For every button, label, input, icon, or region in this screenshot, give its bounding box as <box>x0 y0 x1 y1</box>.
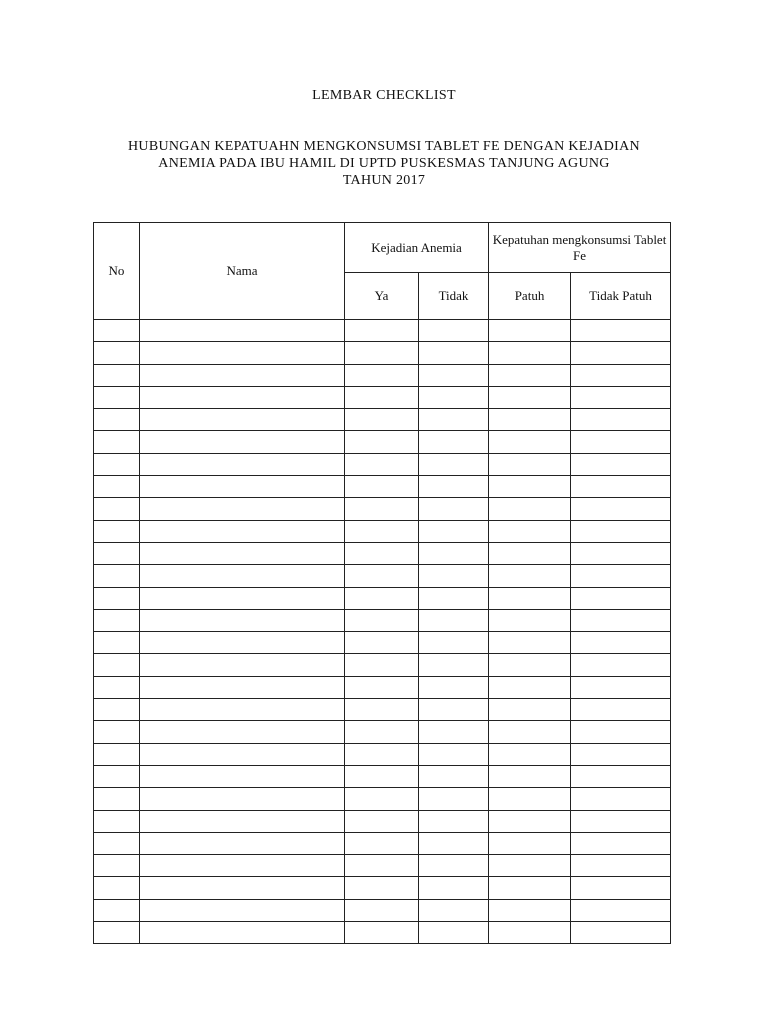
cell-no <box>94 899 140 921</box>
cell-no <box>94 320 140 342</box>
cell-no <box>94 788 140 810</box>
table-row <box>94 453 671 475</box>
table-row <box>94 632 671 654</box>
cell-ya <box>345 654 419 676</box>
header-kejadian-anemia: Kejadian Anemia <box>345 223 489 273</box>
cell-patuh <box>489 453 571 475</box>
cell-tidak <box>419 699 489 721</box>
table-row <box>94 476 671 498</box>
cell-nama <box>140 899 345 921</box>
table-row <box>94 922 671 944</box>
cell-nama <box>140 922 345 944</box>
cell-tidak-patuh <box>571 877 671 899</box>
cell-tidak-patuh <box>571 364 671 386</box>
cell-nama <box>140 721 345 743</box>
cell-ya <box>345 810 419 832</box>
heading-line-1: HUBUNGAN KEPATUAHN MENGKONSUMSI TABLET FE DENGAN KEJADIAN <box>128 139 640 154</box>
cell-patuh <box>489 832 571 854</box>
cell-nama <box>140 431 345 453</box>
cell-tidak <box>419 453 489 475</box>
cell-nama <box>140 609 345 631</box>
cell-ya <box>345 476 419 498</box>
cell-no <box>94 632 140 654</box>
cell-tidak-patuh <box>571 922 671 944</box>
cell-tidak-patuh <box>571 699 671 721</box>
document-title: LEMBAR CHECKLIST <box>312 88 456 103</box>
cell-ya <box>345 431 419 453</box>
header-no: No <box>94 223 140 320</box>
table-row <box>94 699 671 721</box>
cell-tidak <box>419 431 489 453</box>
cell-nama <box>140 320 345 342</box>
cell-no <box>94 364 140 386</box>
cell-no <box>94 699 140 721</box>
cell-tidak-patuh <box>571 609 671 631</box>
table-body <box>94 320 671 944</box>
cell-tidak <box>419 364 489 386</box>
cell-tidak-patuh <box>571 409 671 431</box>
cell-no <box>94 832 140 854</box>
cell-nama <box>140 676 345 698</box>
cell-tidak-patuh <box>571 721 671 743</box>
cell-ya <box>345 899 419 921</box>
cell-tidak-patuh <box>571 565 671 587</box>
heading-line-3: TAHUN 2017 <box>342 173 426 188</box>
table-row <box>94 342 671 364</box>
cell-no <box>94 609 140 631</box>
table-row <box>94 565 671 587</box>
table-row <box>94 609 671 631</box>
cell-tidak <box>419 832 489 854</box>
cell-tidak <box>419 877 489 899</box>
header-tidak-patuh: Tidak Patuh <box>571 273 671 320</box>
cell-no <box>94 342 140 364</box>
cell-tidak-patuh <box>571 587 671 609</box>
cell-no <box>94 542 140 564</box>
heading-line-2: ANEMIA PADA IBU HAMIL DI UPTD PUSKESMAS TANJUNG AGUNG <box>158 156 610 171</box>
table-row <box>94 587 671 609</box>
cell-no <box>94 476 140 498</box>
cell-patuh <box>489 431 571 453</box>
cell-tidak <box>419 676 489 698</box>
table-row <box>94 810 671 832</box>
cell-tidak <box>419 587 489 609</box>
cell-tidak-patuh <box>571 654 671 676</box>
cell-no <box>94 453 140 475</box>
cell-tidak-patuh <box>571 431 671 453</box>
table-row <box>94 788 671 810</box>
table-row <box>94 409 671 431</box>
cell-nama <box>140 855 345 877</box>
cell-ya <box>345 409 419 431</box>
cell-tidak <box>419 788 489 810</box>
cell-tidak-patuh <box>571 743 671 765</box>
cell-tidak <box>419 654 489 676</box>
cell-no <box>94 676 140 698</box>
table-row <box>94 721 671 743</box>
cell-tidak <box>419 409 489 431</box>
cell-no <box>94 431 140 453</box>
cell-patuh <box>489 721 571 743</box>
cell-nama <box>140 832 345 854</box>
cell-no <box>94 409 140 431</box>
cell-tidak-patuh <box>571 386 671 408</box>
cell-tidak-patuh <box>571 476 671 498</box>
cell-patuh <box>489 565 571 587</box>
header-ya: Ya <box>345 273 419 320</box>
cell-no <box>94 877 140 899</box>
cell-no <box>94 587 140 609</box>
cell-patuh <box>489 922 571 944</box>
cell-patuh <box>489 542 571 564</box>
cell-patuh <box>489 476 571 498</box>
cell-no <box>94 765 140 787</box>
cell-patuh <box>489 855 571 877</box>
header-patuh: Patuh <box>489 273 571 320</box>
cell-patuh <box>489 765 571 787</box>
cell-nama <box>140 765 345 787</box>
table-row <box>94 676 671 698</box>
cell-no <box>94 721 140 743</box>
cell-patuh <box>489 364 571 386</box>
cell-patuh <box>489 654 571 676</box>
cell-nama <box>140 810 345 832</box>
cell-tidak-patuh <box>571 855 671 877</box>
cell-nama <box>140 788 345 810</box>
cell-tidak-patuh <box>571 520 671 542</box>
cell-tidak-patuh <box>571 632 671 654</box>
cell-ya <box>345 699 419 721</box>
table-row <box>94 542 671 564</box>
cell-ya <box>345 386 419 408</box>
cell-nama <box>140 632 345 654</box>
cell-no <box>94 922 140 944</box>
cell-no <box>94 743 140 765</box>
table-row <box>94 320 671 342</box>
table-row <box>94 899 671 921</box>
cell-patuh <box>489 409 571 431</box>
cell-ya <box>345 320 419 342</box>
cell-tidak <box>419 342 489 364</box>
cell-tidak <box>419 565 489 587</box>
cell-ya <box>345 520 419 542</box>
cell-tidak-patuh <box>571 453 671 475</box>
table-row <box>94 743 671 765</box>
cell-patuh <box>489 342 571 364</box>
cell-tidak <box>419 498 489 520</box>
cell-tidak <box>419 320 489 342</box>
cell-ya <box>345 453 419 475</box>
cell-patuh <box>489 520 571 542</box>
cell-no <box>94 654 140 676</box>
table-row <box>94 386 671 408</box>
cell-tidak <box>419 855 489 877</box>
table-row <box>94 855 671 877</box>
cell-nama <box>140 877 345 899</box>
cell-patuh <box>489 676 571 698</box>
cell-nama <box>140 453 345 475</box>
cell-tidak-patuh <box>571 810 671 832</box>
document-heading <box>80 138 688 189</box>
cell-nama <box>140 654 345 676</box>
cell-tidak <box>419 743 489 765</box>
cell-ya <box>345 832 419 854</box>
cell-ya <box>345 721 419 743</box>
cell-tidak-patuh <box>571 788 671 810</box>
table-row <box>94 520 671 542</box>
cell-tidak <box>419 765 489 787</box>
cell-tidak-patuh <box>571 542 671 564</box>
cell-ya <box>345 609 419 631</box>
cell-tidak-patuh <box>571 765 671 787</box>
cell-patuh <box>489 699 571 721</box>
cell-nama <box>140 498 345 520</box>
cell-patuh <box>489 788 571 810</box>
cell-tidak-patuh <box>571 832 671 854</box>
cell-ya <box>345 498 419 520</box>
cell-ya <box>345 743 419 765</box>
cell-patuh <box>489 609 571 631</box>
cell-patuh <box>489 899 571 921</box>
table-header-row <box>94 223 671 273</box>
cell-tidak-patuh <box>571 676 671 698</box>
table-row <box>94 832 671 854</box>
cell-tidak-patuh <box>571 342 671 364</box>
cell-nama <box>140 699 345 721</box>
cell-tidak-patuh <box>571 498 671 520</box>
cell-nama <box>140 743 345 765</box>
cell-tidak <box>419 520 489 542</box>
cell-nama <box>140 520 345 542</box>
cell-tidak <box>419 721 489 743</box>
cell-no <box>94 855 140 877</box>
cell-tidak <box>419 922 489 944</box>
cell-ya <box>345 765 419 787</box>
cell-ya <box>345 542 419 564</box>
cell-nama <box>140 565 345 587</box>
cell-ya <box>345 364 419 386</box>
cell-nama <box>140 409 345 431</box>
cell-nama <box>140 587 345 609</box>
cell-patuh <box>489 810 571 832</box>
cell-patuh <box>489 632 571 654</box>
checklist-table <box>93 222 671 944</box>
cell-tidak <box>419 476 489 498</box>
cell-tidak-patuh <box>571 899 671 921</box>
cell-patuh <box>489 743 571 765</box>
cell-nama <box>140 542 345 564</box>
table-row <box>94 431 671 453</box>
table-row <box>94 364 671 386</box>
cell-nama <box>140 386 345 408</box>
cell-tidak <box>419 899 489 921</box>
cell-no <box>94 810 140 832</box>
cell-tidak <box>419 386 489 408</box>
header-nama: Nama <box>140 223 345 320</box>
cell-ya <box>345 877 419 899</box>
cell-ya <box>345 565 419 587</box>
cell-patuh <box>489 386 571 408</box>
cell-patuh <box>489 587 571 609</box>
cell-tidak <box>419 810 489 832</box>
cell-ya <box>345 855 419 877</box>
table-row <box>94 765 671 787</box>
table-row <box>94 498 671 520</box>
cell-ya <box>345 342 419 364</box>
cell-patuh <box>489 877 571 899</box>
cell-tidak <box>419 632 489 654</box>
cell-nama <box>140 476 345 498</box>
cell-nama <box>140 364 345 386</box>
cell-tidak-patuh <box>571 320 671 342</box>
table-row <box>94 654 671 676</box>
header-kepatuhan: Kepatuhan mengkonsumsi Tablet Fe <box>489 223 671 273</box>
cell-nama <box>140 342 345 364</box>
cell-tidak <box>419 609 489 631</box>
cell-patuh <box>489 320 571 342</box>
cell-no <box>94 565 140 587</box>
cell-ya <box>345 788 419 810</box>
cell-ya <box>345 587 419 609</box>
cell-ya <box>345 632 419 654</box>
cell-no <box>94 386 140 408</box>
table-row <box>94 877 671 899</box>
cell-tidak <box>419 542 489 564</box>
cell-patuh <box>489 498 571 520</box>
cell-no <box>94 498 140 520</box>
cell-ya <box>345 922 419 944</box>
header-tidak: Tidak <box>419 273 489 320</box>
cell-no <box>94 520 140 542</box>
cell-ya <box>345 676 419 698</box>
